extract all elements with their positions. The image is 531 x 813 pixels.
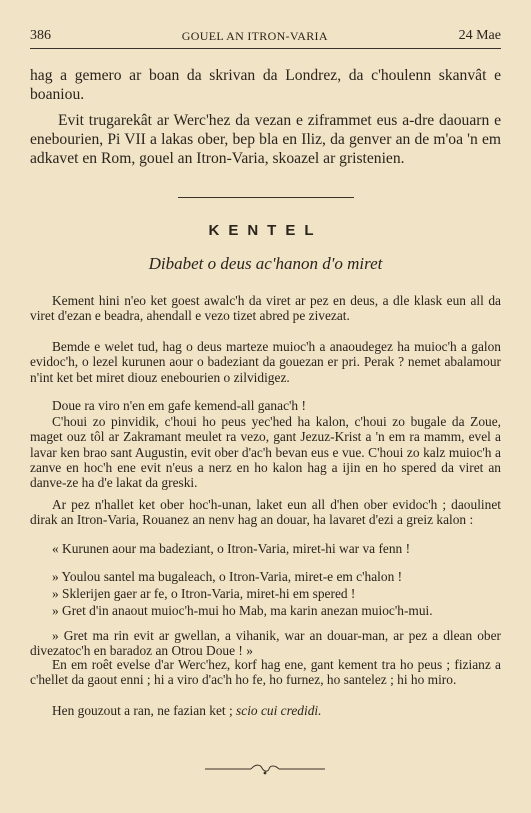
closing-text: Hen gouzout a ran, ne fazian ket ; <box>52 703 237 718</box>
body-paragraph-3: Doue ra viro n'en em gafe kemend-all ganac'h ! <box>52 398 306 413</box>
body-paragraph-4: C'houi zo pinvidik, c'houi ho peus yec'hed ha kalon, c'houi zo bugale da Zoue, maget ouz tôl ar Zakramant meulet ra vezo, gant Jezuz-Krist a 'n em ra mamm, evel a lavar ken brao sant Augustin, evit ober d'ac'h bevan eus e vue. C'houi zo kalz muioc'h a zanve en hoc'h ene evit n'eus a nerz en ho kalon hag a ijin en ho spered da viret an danve-ze ha d'e lakat da greski. <box>30 414 501 491</box>
body-paragraph-1: Kement hini n'eo ket goest awalc'h da viret ar pez en deus, a dle klask eun all da viret d'ezan e beadra, ahendall e vezo tizet abred pe zivezat. <box>30 293 501 324</box>
section-divider <box>178 197 354 198</box>
prayer-line-4: » Gret d'in anaout muioc'h-mui ho Mab, ma karin anezan muioc'h-mui. <box>52 603 433 618</box>
end-ornament-icon <box>205 762 325 776</box>
intro-paragraph-1: hag a gemero ar boan da skrivan da Londrez, da c'houlenn skanvât e boaniou. <box>30 67 501 103</box>
prayer-line-1: « Kurunen aour ma badeziant, o Itron-Varia, miret-hi war va fenn ! <box>52 541 411 556</box>
prayer-line-3: » Sklerijen gaer ar fe, o Itron-Varia, miret-hi em spered ! <box>52 586 356 601</box>
page-number: 386 <box>30 28 51 43</box>
body-paragraph-2: Bemde e welet tud, hag o deus marteze muioc'h a anaoudegez ha muioc'h a galon evidoc'h, o lezel kurunen aour o badeziant da gouezan er pri. Perak ? nemet abalamour n'int ket bet miret diouz enebourien o zilvidigez. <box>30 339 501 385</box>
closing-paragraph <box>30 703 501 718</box>
intro-paragraph-2: Evit trugarekât ar Werc'hez da vezan e ziframmet eus a-dre daouarn e enebourien, Pi VII a lakas ober, bep bla en Iliz, da genver an de m'oa 'n em adkavet en Rom, gouel an Itron-Varia, skoazel ar gristenien. <box>30 112 501 167</box>
body-paragraph-5: Ar pez n'hallet ket ober hoc'h-unan, laket eun all d'hen ober evidoc'h ; daoulinet dirak an Itron-Varia, Rouanez an nenv hag an douar, ha lavaret d'ezi a greiz kalon : <box>30 497 501 528</box>
section-title: KENTEL <box>208 222 323 239</box>
prayer-line-5: » Gret ma rin evit ar gwellan, a vihanik, war an douar-man, ar pez a dlean ober divezatoc'h en baradoz an Otrou Doue ! » <box>30 628 501 659</box>
header-rule <box>30 48 501 49</box>
body-paragraph-6: En em roêt evelse d'ar Werc'hez, korf hag ene, gant kement tra ho peus ; fizianz a c'hellet da gaout enni ; hi a viro d'ac'h ho fe, ho furnez, ho santelez ; hi ho miro. <box>30 657 501 688</box>
closing-latin: scio cui credidi. <box>236 703 322 718</box>
running-header <box>30 22 501 44</box>
header-date: 24 Mae <box>458 28 501 43</box>
running-title: GOUEL AN ITRON-VARIA <box>181 29 328 43</box>
section-subtitle: Dibabet o deus ac'hanon d'o miret <box>148 254 383 273</box>
prayer-line-2: » Youlou santel ma bugaleach, o Itron-Varia, miret-e em c'halon ! <box>52 569 403 584</box>
